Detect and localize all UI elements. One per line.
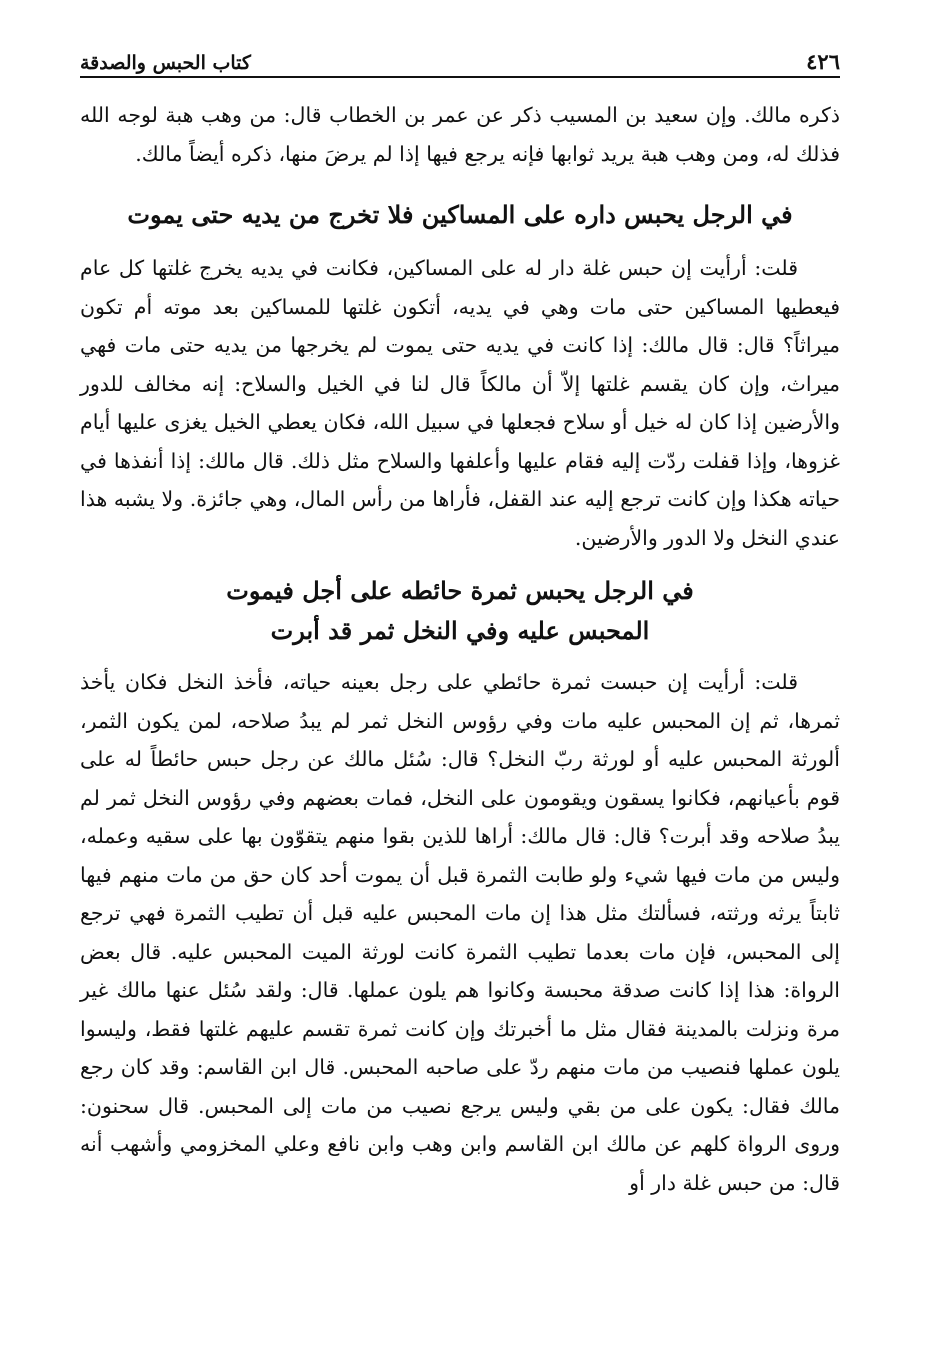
section-heading-1: في الرجل يحبس داره على المساكين فلا تخرج من يديه حتى يموت	[127, 200, 793, 229]
page-header	[80, 40, 840, 78]
section-2-body: قلت: أرأيت إن حبست ثمرة حائطي على رجل بعينه حياته، فأخذ النخل فكان يأخذ ثمرها، ثم إن المحبس عليه مات وفي رؤوس النخل ثمر لم يبدُ صلاحه، لمن يكون الثمر، ألورثة المحبس عليه أو لورثة ربّ النخل؟ قال: سُئل مالك عن رجل حبس حائطاً له على قوم بأعيانهم، فكانوا يسقون ويقومون على النخل، فمات بعضهم وفي رؤوس النخل ثمر لم يبدُ صلاحه وقد أبرت؟ قال: قال مالك: أراها للذين بقوا منهم يتقوّون بها على سقيه وعمله، وليس من مات فيها شيء ولو طابت الثمرة قبل أن يموت أحد كان حق من مات منهم فيها ثابتاً يرثه ورثته، فسألتك مثل هذا إن مات المحبس عليه قبل أن تطيب الثمرة فهي ترجع إلى المحبس، فإن مات بعدما تطيب الثمرة كانت لورثة الميت المحبس عليه. قال بعض الرواة: هذا إذا كانت صدقة محبسة وكانوا هم يلون عملها. قال: ولقد سُئل عنها مالك غير مرة ونزلت بالمدينة فقال مثل ما أخبرتك وإن كانت ثمرة تقسم عليهم غلتها فقط، وليسوا يلون عملها فنصيب من مات منهم ردّ على صاحبه المحبس. قال ابن القاسم: وقد كان رجع مالك فقال: يكون على من بقي وليس يرجع نصيب من مات إلى المحبس. قال سحنون: وروى الرواة كلهم عن مالك ابن القاسم وابن وهب وابن نافع وعلي المخزومي وأشهب أنه قال: من حبس غلة دار أو	[80, 670, 840, 1195]
book-page	[80, 40, 840, 1202]
intro-paragraph: ذكره مالك. وإن سعيد بن المسيب ذكر عن عمر بن الخطاب قال: من وهب هبة لوجه الله فذلك له، ومن وهب هبة يريد ثوابها فإنه يرجع فيها إذا لم يرضَ منها، ذكره أيضاً مالك.	[80, 103, 840, 166]
running-title: كتاب الحبس والصدقة	[80, 52, 251, 74]
page-number: ٤٢٦	[806, 49, 840, 74]
section-heading-2	[80, 571, 840, 651]
section-heading-2-line-1: في الرجل يحبس ثمرة حائطه على أجل فيموت	[226, 576, 694, 605]
section-heading-2-line-2: المحبس عليه وفي النخل ثمر قد أبرت	[270, 616, 650, 645]
section-1-body: قلت: أرأيت إن حبس غلة دار له على المساكين، فكانت في يديه يخرج غلتها كل عام فيعطيها المساكين حتى مات وهي في يديه، أتكون غلتها للمساكين بعد موته أم تكون ميراثاً؟ قال: قال مالك: إذا كانت في يديه حتى يموت لم يخرجها من يديه حتى مات فهي ميراث، وإن كان يقسم غلتها إلاّ أن مالكاً قال لنا في الخيل والسلاح: إنه مخالف للدور والأرضين إذا كان له خيل أو سلاح فجعلها في سبيل الله، فكان يعطي الخيل يغزى عليها أيام غزوها، وإذا قفلت ردّت إليه فقام عليها وأعلفها والسلاح مثل ذلك. قال مالك: إذا أنفذها في حياته هكذا وإن كانت ترجع إليه عند القفل، فأراها من رأس المال، وهي جائزة. ولا يشبه هذا عندي النخل ولا الدور والأرضين.	[80, 256, 840, 550]
